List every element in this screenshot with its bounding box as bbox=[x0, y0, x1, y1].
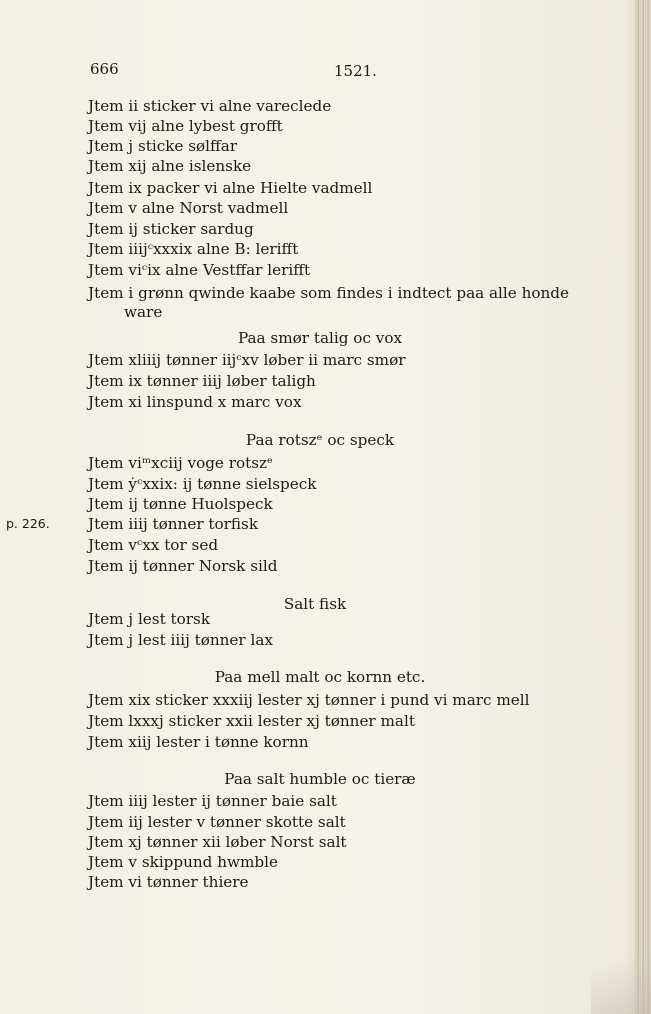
section-heading: Paa smør talig oc vox bbox=[237, 329, 403, 347]
ledger-line: Jtem xij alne islenske bbox=[88, 157, 252, 175]
ledger-line: Jtem j lest iiij tønner lax bbox=[88, 631, 273, 649]
section-heading: Paa rotszᵉ oc speck bbox=[245, 431, 395, 449]
ledger-line: Jtem ix packer vi alne Hielte vadmell bbox=[88, 179, 373, 197]
ledger-line: Jtem iiij lester ij tønner baie salt bbox=[88, 792, 337, 810]
section-heading: Paa mell malt oc kornn etc. bbox=[214, 668, 426, 686]
ledger-line: Jtem ix tønner iiij løber taligh bbox=[88, 372, 316, 390]
ledger-line: Jtem vᶜxx tor sed bbox=[88, 536, 219, 554]
margin-reference: p. 226. bbox=[6, 516, 50, 531]
ledger-line: Jtem xliiij tønner iijᶜxv løber ii marc smør bbox=[88, 351, 406, 369]
ledger-line: Jtem v alne Norst vadmell bbox=[88, 199, 289, 217]
ledger-line: Jtem xix sticker xxxiij lester xj tønner i pund vi marc mell bbox=[88, 691, 530, 709]
running-year: 1521. bbox=[334, 62, 377, 80]
ledger-line: Jtem vi tønner thiere bbox=[88, 873, 249, 891]
ledger-line: Jtem i grønn qwinde kaabe som findes i indtect paa alle honde bbox=[88, 284, 570, 302]
ledger-line: Jtem j lest torsk bbox=[88, 610, 211, 628]
ledger-line: Jtem xj tønner xii løber Norst salt bbox=[88, 833, 347, 851]
ledger-line: Jtem vij alne lybest grofft bbox=[88, 117, 283, 135]
ledger-line: Jtem ij sticker sardug bbox=[88, 220, 254, 238]
ledger-line: Jtem iiijᶜxxxix alne B: lerifft bbox=[88, 240, 299, 258]
ledger-line: Jtem iij lester v tønner skotte salt bbox=[88, 813, 346, 831]
ledger-line: Jtem iiij tønner torfisk bbox=[88, 515, 259, 533]
ledger-line: Jtem j sticke sølffar bbox=[88, 137, 238, 155]
ledger-line: Jtem xi linspund x marc vox bbox=[88, 393, 302, 411]
page-number: 666 bbox=[90, 60, 119, 78]
page-shadow bbox=[591, 924, 651, 1014]
ledger-line: Jtem viᵐxciij voge rotszᵉ bbox=[88, 454, 273, 472]
section-heading: Paa salt humble oc tieræ bbox=[224, 770, 416, 788]
page-header bbox=[90, 58, 510, 82]
ledger-line: Jtem viᶜix alne Vestffar lerifft bbox=[88, 261, 311, 279]
ledger-line: Jtem ẏᶜxxix: ij tønne sielspeck bbox=[88, 475, 317, 493]
section-heading: Salt fisk bbox=[283, 595, 347, 613]
ledger-line: Jtem ii sticker vi alne vareclede bbox=[88, 97, 332, 115]
ledger-line: Jtem xiij lester i tønne kornn bbox=[88, 733, 309, 751]
ledger-line: Jtem lxxxj sticker xxii lester xj tønner malt bbox=[88, 712, 415, 730]
ledger-line: Jtem ij tønne Huolspeck bbox=[88, 495, 273, 513]
ledger-line: Jtem ij tønner Norsk sild bbox=[88, 557, 278, 575]
ledger-line: Jtem v skippund hwmble bbox=[88, 853, 278, 871]
ledger-line-continuation: ware bbox=[124, 303, 163, 321]
page-edge bbox=[635, 0, 651, 1014]
